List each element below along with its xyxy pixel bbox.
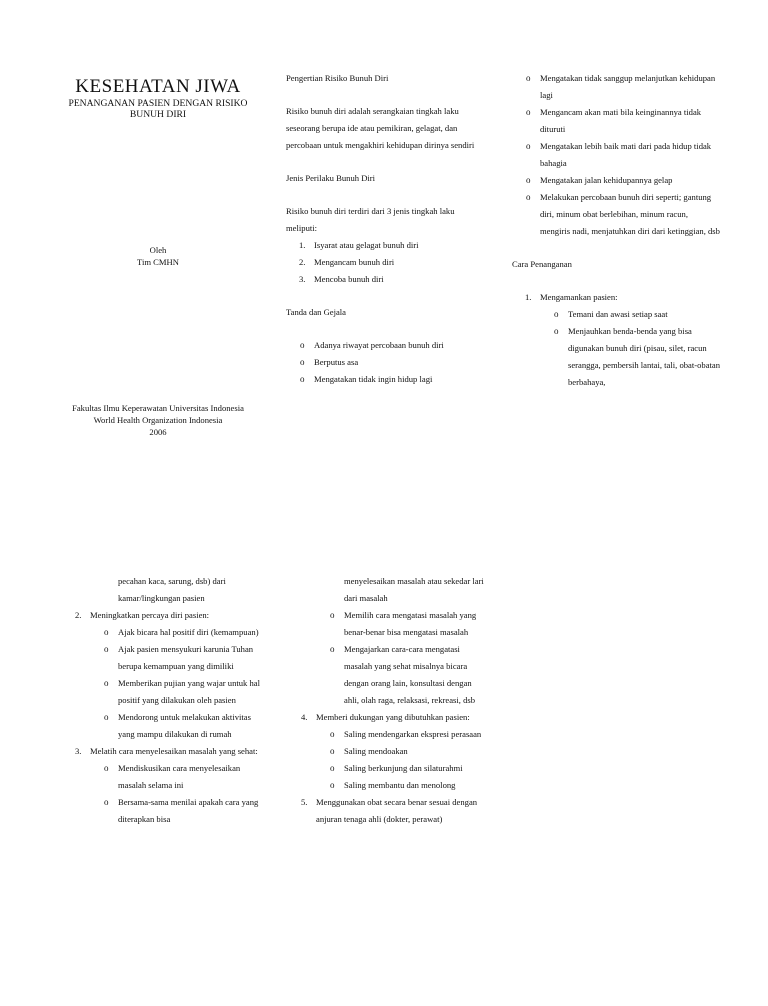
cara-item-1: 1. Mengamankan pasien: (525, 292, 618, 302)
cara-3-list-continued (288, 607, 488, 709)
bullet-icon: o (554, 309, 559, 319)
bullet-icon: o (526, 141, 531, 151)
column-definition (286, 70, 486, 388)
bullet-icon: o (330, 729, 335, 739)
bullet-icon: o (330, 610, 335, 620)
column-handling (512, 70, 720, 391)
list-item: o Ajak bicara hal positif diri (kemampuan) (62, 624, 262, 641)
heading-tanda: Tanda dan Gejala (286, 307, 347, 317)
list-item: o Memberikan pujian yang wajar untuk hal positif yang dilakukan oleh pasien (62, 675, 262, 709)
list-item: o Memilih cara mengatasi masalah yang benar-benar bisa mengatasi masalah (288, 607, 488, 641)
list-item: o Mengatakan lebih baik mati dari pada hidup tidak bahagia (512, 138, 720, 172)
list-item: o Saling mendoakan (288, 743, 488, 760)
cara-2-list (62, 624, 262, 743)
list-item: o Mengatakan jalan kehidupannya gelap (512, 172, 720, 189)
bullet-icon: o (330, 644, 335, 654)
list-item: 1. Isyarat atau gelagat bunuh diri (299, 240, 419, 250)
bullet-icon: o (526, 73, 531, 83)
cara-item-3: 3. Melatih cara menyelesaikan masalah yang sehat: (75, 746, 258, 756)
bullet-icon: o (104, 797, 109, 807)
cara-item-2: 2. Meningkatkan percaya diri pasien: (75, 610, 210, 620)
bullet-icon: o (300, 340, 305, 350)
cara-1-list (512, 306, 720, 391)
list-item: 2. Mengancam bunuh diri (299, 257, 395, 267)
continued-text: pecahan kaca, sarung, dsb) dari kamar/lingkungan pasien (118, 576, 226, 603)
list-item: o Mengajarkan cara-cara mengatasi masalah yang sehat misalnya bicara dengan orang lain, konsultasi dengan ahli, olah raga, relaksasi, rekreasi, dsb (288, 641, 488, 709)
list-item: o Mengatakan tidak sanggup melanjutkan kehidupan lagi (512, 70, 720, 104)
bullet-icon: o (104, 712, 109, 722)
bullet-icon: o (554, 326, 559, 336)
column-bottom-left (62, 573, 262, 828)
bullet-icon: o (104, 678, 109, 688)
list-item: o Mengancam akan mati bila keinginannya tidak dituruti (512, 104, 720, 138)
pengertian-text: Risiko bunuh diri adalah serangkaian tingkah laku seseorang berupa ide atau pemikiran, gelagat, dan percobaan untuk mengakhiri kehidupan dirinya sendiri (286, 106, 475, 150)
bullet-icon: o (330, 763, 335, 773)
list-item: o Saling berkunjung dan silaturahmi (288, 760, 488, 777)
cara-item-5: 5. Menggunakan obat secara benar sesuai dengan anjuran tenaga ahli (dokter, perawat) (301, 797, 478, 824)
list-item: o Mendorong untuk melakukan aktivitas yang mampu dilakukan di rumah (62, 709, 262, 743)
cover-title: KESEHATAN JIWA (75, 76, 241, 97)
cover-institution-2: World Health Organization Indonesia (93, 415, 223, 425)
list-item: o Mengatakan tidak ingin hidup lagi (286, 371, 486, 388)
bullet-icon: o (330, 780, 335, 790)
list-item: o Saling membantu dan menolong (288, 777, 488, 794)
jenis-list (286, 237, 486, 288)
list-item: o Ajak pasien mensyukuri karunia Tuhan berupa kemampuan yang dimiliki (62, 641, 262, 675)
cover-institution-1: Fakultas Ilmu Keperawatan Universitas Indonesia (72, 403, 244, 413)
list-item: o Melakukan percobaan bunuh diri seperti; gantung diri, minum obat berlebihan, minum racun, mengiris nadi, menjatuhkan diri dari ketinggian, dsb (512, 189, 720, 240)
list-item: o Mendiskusikan cara menyelesaikan masalah selama ini (62, 760, 262, 794)
bullet-icon: o (330, 746, 335, 756)
tanda-list-continued (512, 70, 720, 240)
column-bottom-middle (288, 573, 488, 828)
bullet-icon: o (526, 175, 531, 185)
continued-text: menyelesaikan masalah atau sekedar lari dari masalah (344, 576, 484, 603)
cover-author: Tim CMHN (137, 257, 179, 267)
bullet-icon: o (300, 357, 305, 367)
bullet-icon: o (526, 192, 531, 202)
cara-4-list (288, 726, 488, 794)
tanda-list (286, 337, 486, 388)
heading-pengertian: Pengertian Risiko Bunuh Diri (286, 73, 389, 83)
heading-cara: Cara Penanganan (512, 259, 572, 269)
jenis-intro: Risiko bunuh diri terdiri dari 3 jenis tingkah laku meliputi: (286, 206, 455, 233)
list-item: 3. Mencoba bunuh diri (299, 274, 384, 284)
bullet-icon: o (526, 107, 531, 117)
list-item: o Adanya riwayat percobaan bunuh diri (286, 337, 486, 354)
cover-panel (52, 76, 264, 438)
bullet-icon: o (300, 374, 305, 384)
list-item: o Temani dan awasi setiap saat (512, 306, 720, 323)
bullet-icon: o (104, 763, 109, 773)
bullet-icon: o (104, 627, 109, 637)
cover-oleh: Oleh (149, 245, 167, 255)
list-item: o Saling mendengarkan ekspresi perasaan (288, 726, 488, 743)
bullet-icon: o (104, 644, 109, 654)
cover-year: 2006 (149, 427, 167, 437)
list-item: o Bersama-sama menilai apakah cara yang diterapkan bisa (62, 794, 262, 828)
cara-3-list (62, 760, 262, 828)
cara-item-4: 4. Memberi dukungan yang dibutuhkan pasien: (301, 712, 470, 722)
cover-subtitle: PENANGANAN PASIEN DENGAN RISIKO BUNUH DIRI (68, 98, 248, 120)
list-item: o Menjauhkan benda-benda yang bisa digunakan bunuh diri (pisau, silet, racun serangga, pembersih lantai, tali, obat-obatan berbahaya, (512, 323, 720, 391)
heading-jenis: Jenis Perilaku Bunuh Diri (286, 173, 376, 183)
list-item: o Berputus asa (286, 354, 486, 371)
